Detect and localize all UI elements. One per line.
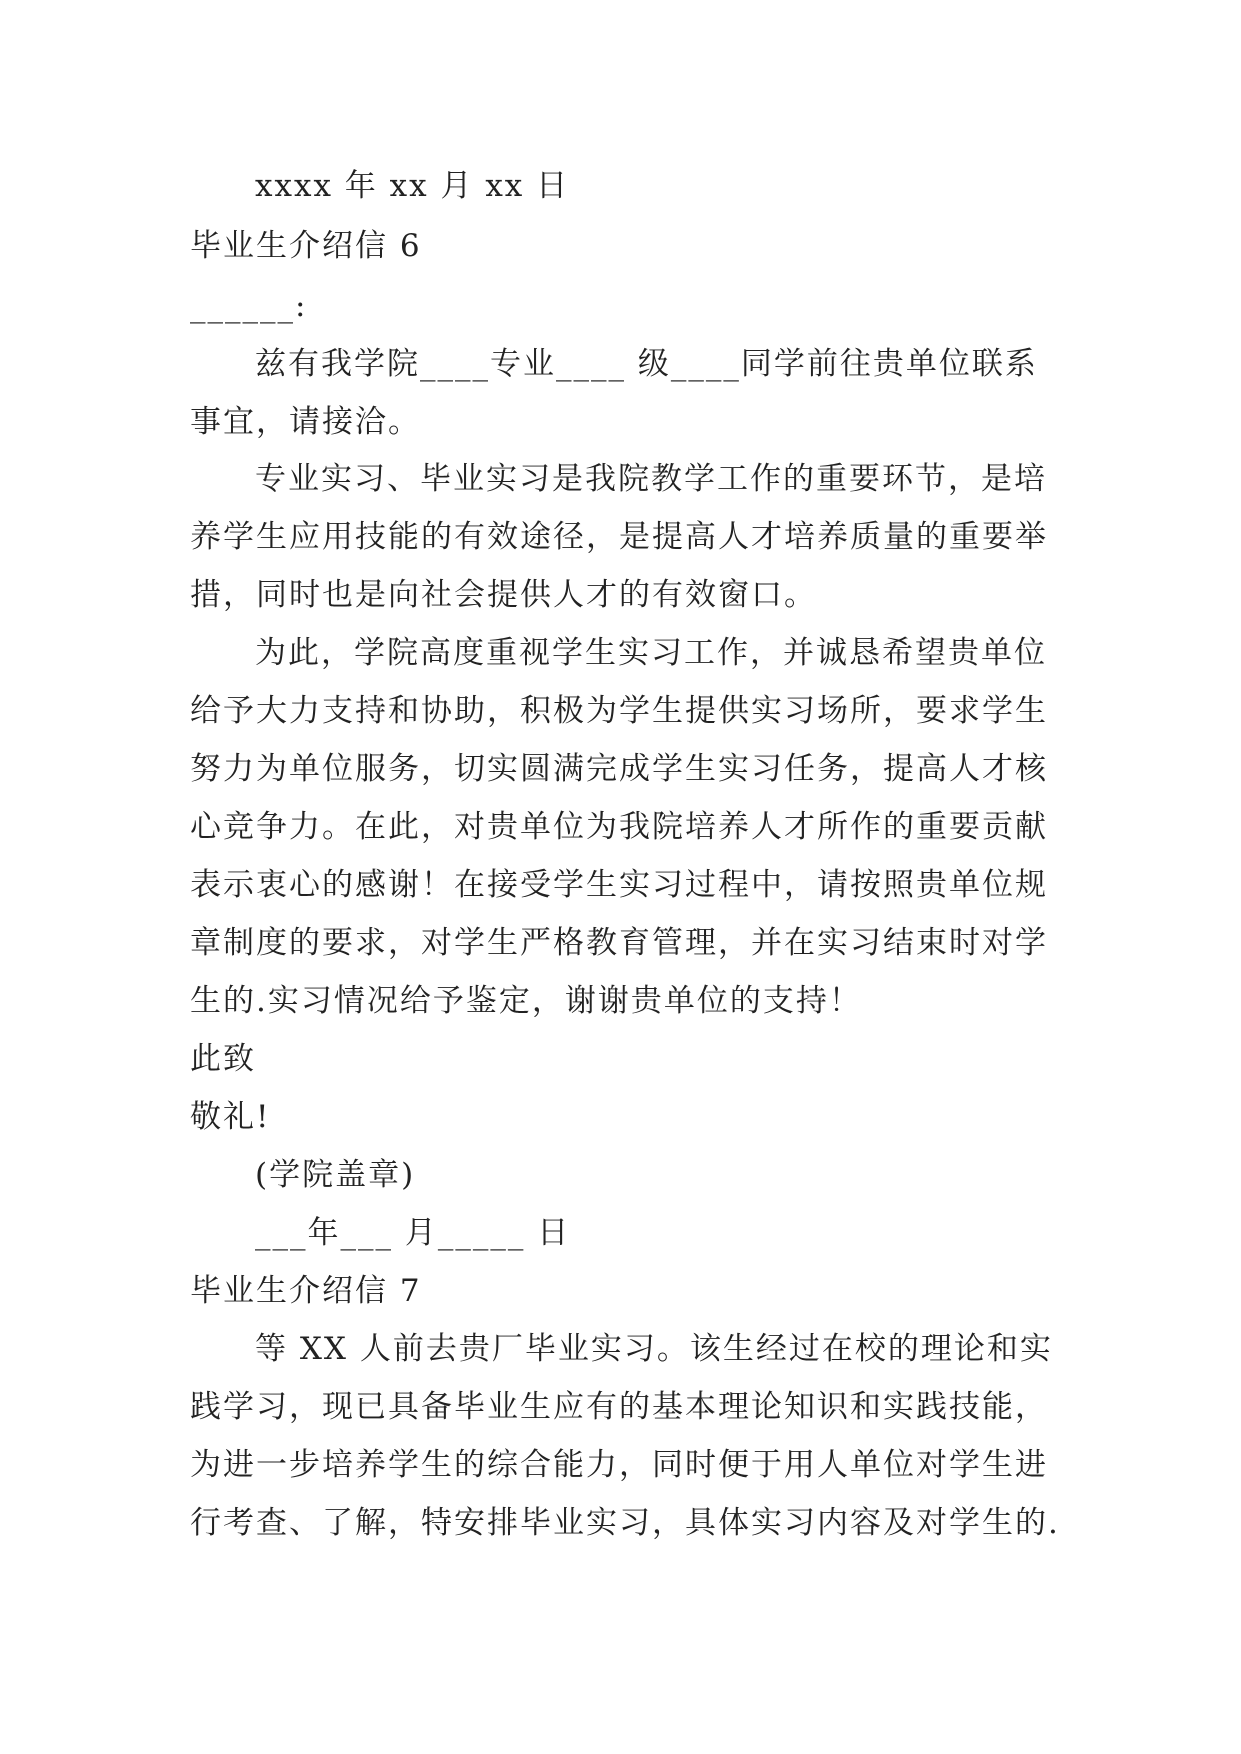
letter-7-body-line: 践学习，现已具备毕业生应有的基本理论知识和实践技能， <box>190 1389 1048 1425</box>
date-blank-line: ___年___ 月_____ 日 <box>255 1215 571 1251</box>
letter-7-body-line: 行考查、了解，特安排毕业实习，具体实习内容及对学生的. <box>190 1505 1060 1541</box>
letter-6-body-line: 表示衷心的感谢！在接受学生实习过程中，请按照贵单位规 <box>190 867 1048 903</box>
letter-6-body-line: 生的.实习情况给予鉴定，谢谢贵单位的支持！ <box>190 983 862 1019</box>
letter-6-body-line: 养学生应用技能的有效途径，是提高人才培养质量的重要举 <box>190 519 1048 555</box>
letter-6-body-line: 兹有我学院____专业____ 级____同学前往贵单位联系 <box>255 346 1038 382</box>
seal-line: (学院盖章) <box>255 1157 416 1193</box>
letter-6-title: 毕业生介绍信 6 <box>190 228 422 264</box>
date-line: xxxx 年 xx 月 xx 日 <box>255 168 570 204</box>
letter-6-body-line: 努力为单位服务，切实圆满完成学生实习任务，提高人才核 <box>190 751 1048 787</box>
letter-7-title: 毕业生介绍信 7 <box>190 1273 422 1309</box>
closing-regards: 敬礼! <box>190 1099 271 1135</box>
letter-6-body-line: 措，同时也是向社会提供人才的有效窗口。 <box>190 577 817 613</box>
letter-6-body-line: 章制度的要求，对学生严格教育管理，并在实习结束时对学 <box>190 925 1048 961</box>
letter-6-body-line: 事宜，请接洽。 <box>190 404 421 440</box>
letter-6-body-line: 心竞争力。在此，对贵单位为我院培养人才所作的重要贡献 <box>190 809 1048 845</box>
letter-6-body-line: 专业实习、毕业实习是我院教学工作的重要环节，是培 <box>255 461 1047 497</box>
letter-6-salutation: ______: <box>190 288 308 324</box>
letter-6-body-line: 给予大力支持和协助，积极为学生提供实习场所，要求学生 <box>190 693 1048 729</box>
letter-7-body-line: 为进一步培养学生的综合能力，同时便于用人单位对学生进 <box>190 1447 1048 1483</box>
letter-7-body-line: 等 XX 人前去贵厂毕业实习。该生经过在校的理论和实 <box>255 1331 1053 1367</box>
letter-6-body-line: 为此，学院高度重视学生实习工作，并诚恳希望贵单位 <box>255 635 1047 671</box>
closing-line: 此致 <box>190 1041 256 1077</box>
